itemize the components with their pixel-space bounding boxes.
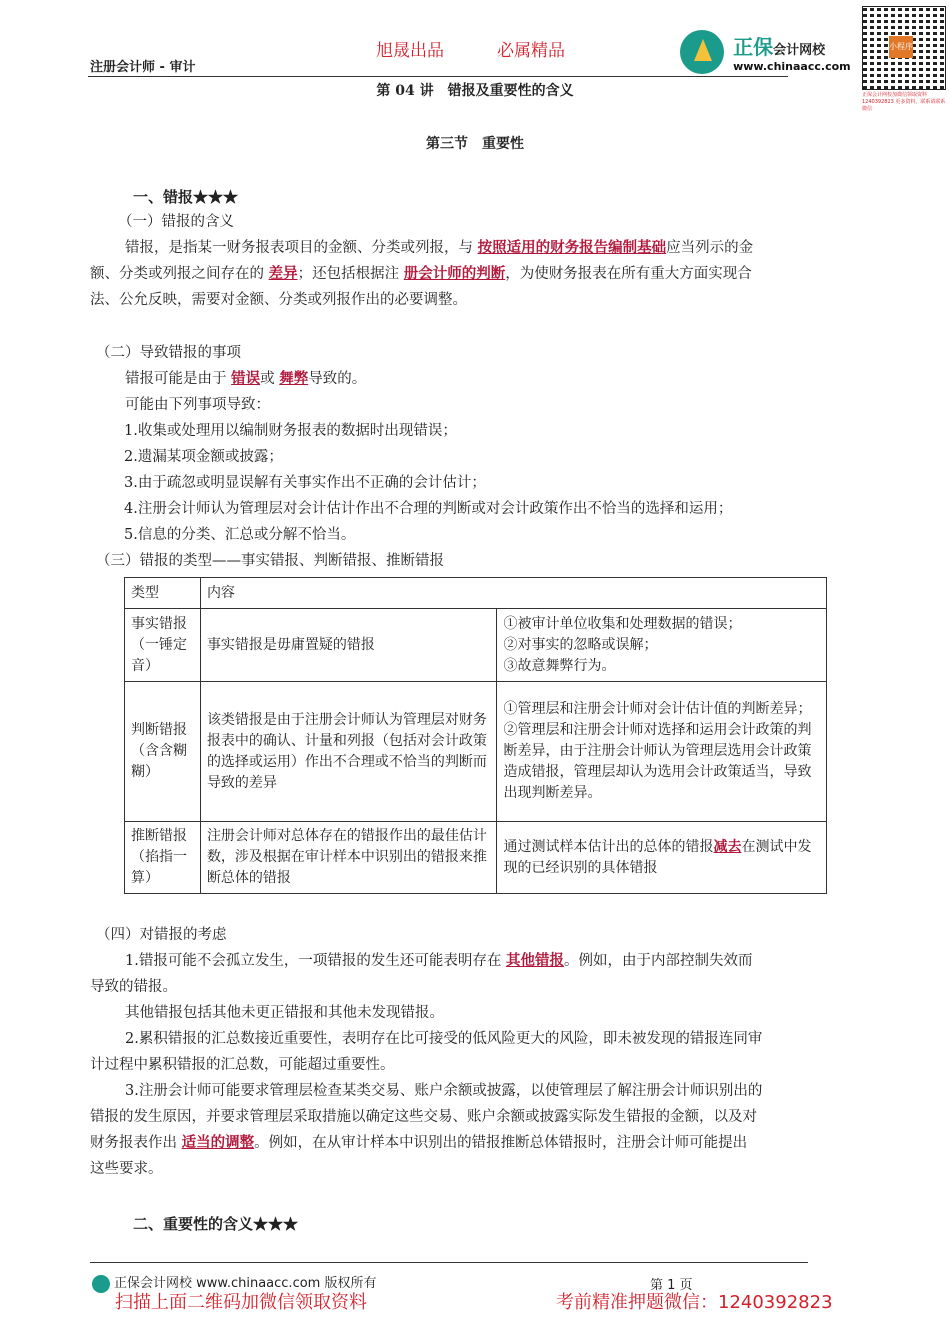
subheading-4: （四）对错报的考虑	[96, 927, 227, 943]
table-cell-desc: 注册会计师对总体存在的错报作出的最佳估计数，涉及根据在审计样本中识别出的错报来推断总体的错报	[200, 822, 497, 894]
table-header-content: 内容	[200, 578, 826, 609]
list-item: 1.收集或处理用以编制财务报表的数据时出现错误；	[124, 423, 457, 439]
header-divider	[88, 76, 788, 77]
paragraph-request-line4: 这些要求。	[90, 1161, 163, 1177]
paragraph-causes: 错报可能是由于 错误或 舞弊导致的。	[125, 370, 367, 387]
course-title: 注册会计师 - 审计	[90, 60, 196, 75]
section-title: 第三节 重要性	[426, 136, 524, 152]
paragraph-other-line2: 导致的错报。	[90, 979, 177, 995]
paragraph-definition-line2: 额、分类或列报之间存在的 差异；还包括根据注 册会计师的判断，为使财务报表在所有重大方面实现合	[90, 265, 752, 282]
table-cell-notes: ①管理层和注册会计师对会计估计值的判断差异； ②管理层和注册会计师对选择和运用会计政策的判断差异，由于注册会计师认为管理层选用会计政策造成错报，管理层却认为选用会计政策适当，导致出现判断差异。	[497, 682, 827, 822]
table-row	[125, 609, 827, 682]
table-row	[125, 578, 827, 609]
table-row	[125, 682, 827, 822]
subheading-1: （一）错报的含义	[118, 214, 234, 230]
paragraph-aggregate-line2: 计过程中累积错报的汇总数，可能超过重要性。	[90, 1057, 395, 1073]
slogan-right: 必属精品	[497, 41, 565, 61]
paragraph-lead: 可能由下列事项导致：	[125, 397, 270, 413]
paragraph-request-line1: 3.注册会计师可能要求管理层检查某类交易、账户余额或披露，以使管理层了解注册会计师识别出的	[125, 1083, 763, 1099]
lecture-title: 第 04 讲 错报及重要性的含义	[376, 83, 574, 99]
subheading-2: （二）导致错报的事项	[96, 345, 241, 361]
table-cell-type: 推断错报（掐指一算）	[125, 822, 201, 894]
table-cell-type: 判断错报（含含糊糊）	[125, 682, 201, 822]
paragraph-request-line3: 财务报表作出 适当的调整。例如，在从审计样本中识别出的错报推断总体错报时，注册会计师可能提出	[90, 1134, 748, 1151]
watermark-right: 考前精准押题微信：1240392823	[556, 1292, 833, 1313]
page-number: 第 1 页	[650, 1278, 693, 1293]
subheading-3: （三）错报的类型——事实错报、判断错报、推断错报	[96, 553, 444, 569]
logo-icon	[680, 30, 724, 74]
logo-sub: 会计网校	[773, 43, 826, 58]
chinaacc-logo[interactable]	[680, 30, 851, 74]
logo-url: www.chinaacc.com	[733, 60, 851, 73]
list-item: 2.遗漏某项金额或披露；	[124, 449, 283, 465]
paragraph-aggregate-line1: 2.累积错报的汇总数接近重要性，表明存在比可接受的低风险更大的风险，即未被发现的错报连同审	[125, 1031, 763, 1047]
watermark-left: 扫描上面二维码加微信领取资料	[115, 1292, 367, 1313]
slogan-left: 旭晟出品	[376, 41, 444, 61]
qr-caption: 正保会计网校加微信领取资料 1240392823 更多资料，联系请联系微信	[862, 92, 946, 112]
paragraph-definition-line3: 法、公允反映，需要对金额、分类或列报作出的必要调整。	[90, 292, 467, 308]
footer-logo-icon	[92, 1275, 110, 1293]
table-cell-notes: ①被审计单位收集和处理数据的错误； ②对事实的忽略或误解； ③故意舞弊行为。	[497, 609, 827, 682]
logo-brand: 正保	[733, 35, 774, 59]
table-cell-desc: 该类错报是由于注册会计师认为管理层对财务报表中的确认、计量和列报（包括对会计政策的选择或运用）作出不合理或不恰当的判断而导致的差异	[200, 682, 497, 822]
footer-divider	[90, 1262, 808, 1263]
paragraph-definition-line1: 错报，是指某一财务报表项目的金额、分类或列报，与 按照适用的财务报告编制基础应当列示的金	[125, 239, 754, 256]
misstatement-types-table	[124, 577, 827, 894]
table-cell-type: 事实错报（一锤定音）	[125, 609, 201, 682]
heading-misstatement: 一、错报★★★	[133, 188, 239, 206]
list-item: 3.由于疏忽或明显误解有关事实作出不正确的会计估计；	[124, 475, 486, 491]
qr-badge: 小程序	[889, 36, 913, 58]
paragraph-request-line2: 错报的发生原因，并要求管理层采取措施以确定这些交易、账户余额或披露实际发生错报的金额，以及对	[90, 1109, 757, 1125]
paragraph-other-line1: 1.错报可能不会孤立发生，一项错报的发生还可能表明存在 其他错报。例如，由于内部控制失效而	[125, 952, 753, 969]
table-cell-desc: 事实错报是毋庸置疑的错报	[200, 609, 497, 682]
paragraph-other-errors: 其他错报包括其他未更正错报和其他未发现错报。	[125, 1005, 444, 1021]
table-cell-notes: 通过测试样本估计出的总体的错报减去在测试中发现的已经识别的具体错报	[497, 822, 827, 894]
list-item: 5.信息的分类、汇总或分解不恰当。	[124, 527, 356, 543]
list-item: 4.注册会计师认为管理层对会计估计作出不合理的判断或对会计政策作出不恰当的选择和运用；	[124, 501, 733, 517]
footer-copyright: 正保会计网校 www.chinaacc.com 版权所有	[92, 1272, 376, 1293]
heading-materiality: 二、重要性的含义★★★	[133, 1215, 299, 1233]
table-header-type: 类型	[125, 578, 201, 609]
table-row	[125, 822, 827, 894]
